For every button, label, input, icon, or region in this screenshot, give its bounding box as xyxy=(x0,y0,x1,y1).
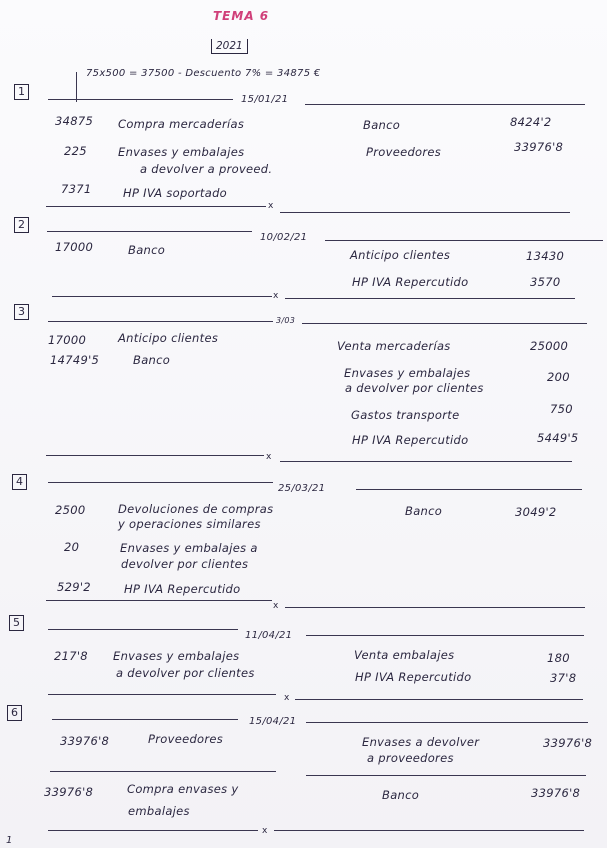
entry-4-date: 25/03/21 xyxy=(278,483,326,494)
entry-3-credit-amount-4: 5449'5 xyxy=(537,431,579,445)
entry-number-2: 2 xyxy=(14,217,29,233)
entry-5-date: 11/04/21 xyxy=(245,630,293,641)
entry-3-credit-amount-3: 750 xyxy=(550,402,573,416)
entry-1-debit-amount-2: 225 xyxy=(64,144,87,158)
entry-4-credit-amount-1: 3049'2 xyxy=(515,505,557,519)
entry-3-date: 3/03 xyxy=(276,316,296,325)
divider xyxy=(48,99,233,100)
entry-4-credit-account-1: Banco xyxy=(405,504,443,518)
entry-separator-mark: x xyxy=(262,826,268,836)
arrow-stem xyxy=(76,72,77,102)
entry-5-debit-account-1b: a devolver por clientes xyxy=(116,666,255,680)
entry-separator-mark: x xyxy=(273,601,279,611)
divider xyxy=(302,323,587,324)
divider xyxy=(48,629,238,630)
entry-4-debit-amount-1: 2500 xyxy=(55,503,86,517)
entry-1-credit-account-2: Proveedores xyxy=(366,145,442,159)
entry-separator-mark: x xyxy=(284,693,290,703)
divider xyxy=(295,699,583,700)
entry-3-debit-amount-2: 14749'5 xyxy=(50,353,100,367)
divider xyxy=(306,722,588,723)
entry-1-debit-account-3: HP IVA soportado xyxy=(123,186,228,200)
divider xyxy=(48,830,258,831)
extra-debit-account-b: embalajes xyxy=(128,804,190,818)
entry-1-debit-amount-3: 7371 xyxy=(61,182,92,196)
divider xyxy=(46,600,272,601)
entry-3-credit-account-3: Gastos transporte xyxy=(351,408,460,422)
extra-debit-amount: 33976'8 xyxy=(44,785,94,799)
entry-separator-mark: x xyxy=(268,201,274,211)
entry-4-debit-account-2: Envases y embalajes a xyxy=(120,541,258,555)
entry-2-date: 10/02/21 xyxy=(260,232,308,243)
entry-6-debit-account-1: Proveedores xyxy=(148,732,224,746)
year-label: 2021 xyxy=(211,39,248,54)
entry-2-credit-account-2: HP IVA Repercutido xyxy=(352,275,469,289)
divider xyxy=(52,719,238,720)
entry-separator-mark: x xyxy=(273,291,279,301)
entry-3-credit-account-2: Envases y embalajes xyxy=(344,366,471,380)
entry-5-debit-account-1: Envases y embalajes xyxy=(113,649,240,663)
entry-2-credit-amount-2: 3570 xyxy=(530,275,561,289)
divider xyxy=(274,830,584,831)
divider xyxy=(280,212,570,213)
divider xyxy=(285,298,575,299)
entry-6-credit-account-1b: a proveedores xyxy=(367,751,454,765)
divider xyxy=(325,240,603,241)
entry-3-credit-account-4: HP IVA Repercutido xyxy=(352,433,469,447)
divider xyxy=(306,775,586,776)
entry-3-debit-amount-1: 17000 xyxy=(48,333,87,347)
entry-1-debit-account-2b: a devolver a proveed. xyxy=(140,162,273,176)
divider xyxy=(48,482,273,483)
entry-1-debit-account-2: Envases y embalajes xyxy=(118,145,245,159)
entry-number-4: 4 xyxy=(12,474,27,490)
entry-2-debit-account-1: Banco xyxy=(128,243,166,257)
entry-4-debit-account-2b: devolver por clientes xyxy=(121,557,249,571)
entry-4-debit-amount-3: 529'2 xyxy=(57,580,91,594)
entry-1-credit-amount-1: 8424'2 xyxy=(510,115,552,129)
entry-1-date: 15/01/21 xyxy=(241,94,289,105)
entry-3-debit-account-1: Anticipo clientes xyxy=(118,331,219,345)
divider xyxy=(48,321,273,322)
entry-2-credit-account-1: Anticipo clientes xyxy=(350,248,451,262)
entry-number-5: 5 xyxy=(9,615,24,631)
entry-5-credit-account-1: Venta embalajes xyxy=(354,648,455,662)
entry-number-1: 1 xyxy=(14,84,29,100)
entry-4-debit-amount-2: 20 xyxy=(64,540,80,554)
divider xyxy=(46,455,264,456)
entry-1-debit-account-1: Compra mercaderías xyxy=(118,117,245,131)
divider xyxy=(280,461,572,462)
entry-4-debit-account-3: HP IVA Repercutido xyxy=(124,582,241,596)
divider xyxy=(285,607,585,608)
entry-3-debit-account-2: Banco xyxy=(133,353,171,367)
entry-1-debit-amount-1: 34875 xyxy=(55,114,94,128)
page-title: TEMA 6 xyxy=(213,9,270,23)
entry-6-date: 15/04/21 xyxy=(249,716,297,727)
entry-6-credit-amount-1: 33976'8 xyxy=(543,736,593,750)
entry-1-credit-account-1: Banco xyxy=(363,118,401,132)
entry-3-credit-account-1: Venta mercaderías xyxy=(337,339,451,353)
entry-number-6: 6 xyxy=(7,705,22,721)
entry-separator-mark: x xyxy=(266,452,272,462)
entry-5-credit-amount-2: 37'8 xyxy=(550,671,577,685)
divider xyxy=(52,296,272,297)
entry-4-debit-account-1: Devoluciones de compras xyxy=(118,502,274,516)
entry-3-credit-amount-2: 200 xyxy=(547,370,570,384)
divider xyxy=(50,771,276,772)
entry-2-debit-amount-1: 17000 xyxy=(55,240,94,254)
entry-2-credit-amount-1: 13430 xyxy=(526,249,565,263)
entry-1-credit-amount-2: 33976'8 xyxy=(514,140,564,154)
divider xyxy=(47,231,252,232)
entry-6-credit-account-1: Envases a devolver xyxy=(362,735,480,749)
divider xyxy=(48,694,276,695)
page-number: 1 xyxy=(6,835,13,846)
entry-1-note: 75x500 = 37500 - Descuento 7% = 34875 € xyxy=(86,68,321,79)
divider xyxy=(306,635,584,636)
extra-debit-account: Compra envases y xyxy=(127,782,239,796)
divider xyxy=(356,489,582,490)
divider xyxy=(46,206,266,207)
entry-6-debit-amount-1: 33976'8 xyxy=(60,734,110,748)
entry-5-credit-amount-1: 180 xyxy=(547,651,570,665)
entry-5-debit-amount-1: 217'8 xyxy=(54,649,88,663)
extra-credit-account: Banco xyxy=(382,788,420,802)
entry-number-3: 3 xyxy=(14,304,29,320)
entry-4-debit-account-1b: y operaciones similares xyxy=(118,517,261,531)
entry-5-credit-account-2: HP IVA Repercutido xyxy=(355,670,472,684)
entry-3-credit-amount-1: 25000 xyxy=(530,339,569,353)
entry-3-credit-account-2b: a devolver por clientes xyxy=(345,381,484,395)
extra-credit-amount: 33976'8 xyxy=(531,786,581,800)
divider xyxy=(305,104,585,105)
